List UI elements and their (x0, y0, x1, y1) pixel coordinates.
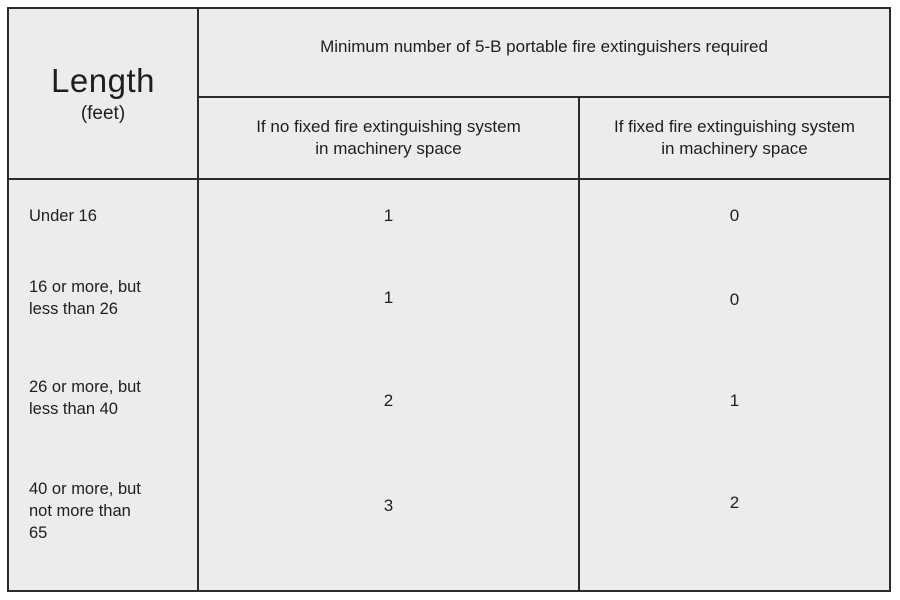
span-header-text: Minimum number of 5-B portable fire extinguishers required (320, 37, 768, 56)
row-label-line: not more than (29, 502, 131, 520)
row-label-16-to-26 (9, 262, 197, 334)
value-text: 3 (383, 496, 394, 515)
row-label-26-to-40 (9, 362, 197, 434)
row-label-40-to-65 (9, 471, 197, 551)
span-header (199, 9, 889, 85)
sub-header-fixed-line2: in machinery space (661, 139, 808, 158)
length-header-title: Length (51, 61, 155, 99)
value-text: 2 (729, 493, 740, 512)
row-value-fixed (580, 264, 889, 336)
row-label-line: Under 16 (29, 207, 97, 225)
value-text: 0 (729, 206, 740, 225)
sub-header-no-fixed-line2: in machinery space (315, 139, 462, 158)
row-label-under-16 (9, 180, 197, 252)
sub-header-fixed-line1: If fixed fire extinguishing system (614, 117, 855, 136)
row-value-no-fixed (199, 365, 578, 437)
value-text: 0 (729, 290, 740, 309)
value-text: 2 (383, 391, 394, 410)
length-header-unit: (feet) (80, 102, 126, 124)
extinguisher-requirements-table (7, 7, 891, 592)
row-value-fixed (580, 467, 889, 539)
row-value-no-fixed (199, 180, 578, 252)
value-text: 1 (383, 288, 394, 307)
row-value-fixed (580, 180, 889, 252)
row-label-line: 16 or more, but (29, 278, 141, 296)
row-label-line: less than 26 (29, 300, 118, 318)
sub-header-no-fixed-line1: If no fixed fire extinguishing system (256, 117, 521, 136)
value-text: 1 (383, 206, 394, 225)
row-label-line: 26 or more, but (29, 378, 141, 396)
row-value-no-fixed (199, 262, 578, 334)
row-label-line: 65 (29, 524, 48, 542)
row-value-no-fixed (199, 470, 578, 542)
length-header (9, 9, 197, 178)
sub-header-no-fixed (199, 98, 578, 178)
row-label-line: 40 or more, but (29, 480, 141, 498)
row-value-fixed (580, 365, 889, 437)
row-label-line: less than 40 (29, 400, 118, 418)
value-text: 1 (729, 391, 740, 410)
sub-header-fixed (580, 98, 889, 178)
